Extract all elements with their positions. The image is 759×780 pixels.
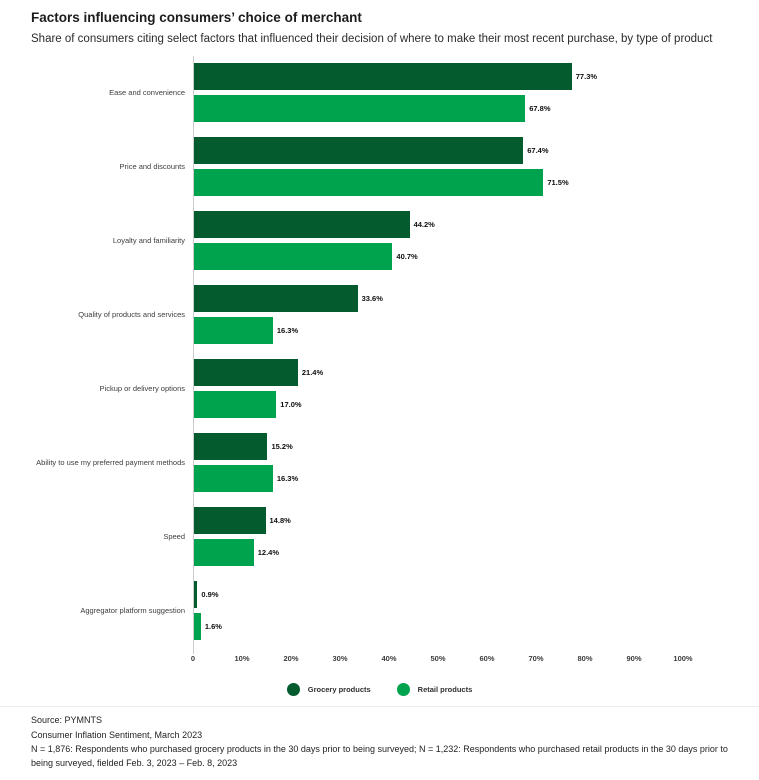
category-label: Ability to use my preferred payment methods bbox=[36, 458, 185, 468]
bar-pair bbox=[193, 507, 683, 566]
x-tick-label: 30% bbox=[332, 654, 348, 664]
value-label: 71.5% bbox=[547, 178, 569, 188]
bar-retail bbox=[193, 243, 392, 270]
category-group bbox=[0, 574, 759, 648]
bar-grocery bbox=[193, 137, 523, 164]
x-tick-label: 0 bbox=[190, 654, 196, 664]
bar-pair bbox=[193, 581, 683, 640]
bar-pair bbox=[193, 211, 683, 270]
bar-row bbox=[193, 433, 683, 460]
bar-retail bbox=[193, 539, 254, 566]
bar-retail bbox=[193, 465, 273, 492]
chart-header bbox=[0, 0, 759, 48]
category-group bbox=[0, 204, 759, 278]
value-label: 0.9% bbox=[201, 590, 219, 600]
value-label: 12.4% bbox=[257, 548, 280, 558]
legend-dot-icon bbox=[397, 683, 410, 696]
bar-grocery bbox=[193, 507, 266, 534]
bar-chart bbox=[0, 56, 759, 697]
value-label: 21.4% bbox=[301, 368, 324, 378]
x-axis bbox=[0, 652, 759, 666]
bar-row bbox=[193, 243, 683, 270]
legend bbox=[0, 681, 759, 697]
value-label: 17.0% bbox=[280, 400, 302, 410]
bar-grocery bbox=[193, 285, 358, 312]
axis-spacer bbox=[0, 652, 196, 666]
category-group bbox=[0, 278, 759, 352]
bar-row bbox=[193, 63, 683, 90]
bar-row bbox=[193, 169, 683, 196]
bar-row bbox=[193, 359, 683, 386]
bar-row bbox=[193, 211, 683, 238]
bar-row bbox=[193, 285, 683, 312]
bar-row bbox=[193, 137, 683, 164]
legend-label: Grocery products bbox=[307, 684, 371, 694]
plot-area bbox=[0, 56, 759, 648]
bar-grocery bbox=[193, 433, 267, 460]
footer-note: N = 1,876: Respondents who purchased grocery products in the 30 days prior to being surveyed; N = 1,232: Respondents who purchased retail products in the 30 days prior to being surveyed, fielded Feb. 3, 2023 – Feb. 8, 2023 bbox=[31, 744, 728, 769]
category-label: Pickup or delivery options bbox=[99, 384, 185, 394]
category-label: Ease and convenience bbox=[109, 88, 185, 98]
bar-pair bbox=[193, 63, 683, 122]
bar-retail bbox=[193, 95, 525, 122]
x-tick-label: 40% bbox=[381, 654, 397, 664]
bar-row bbox=[193, 613, 683, 640]
bar-row bbox=[193, 391, 683, 418]
bar-grocery bbox=[193, 63, 572, 90]
chart-subtitle: Share of consumers citing select factors that influenced their decision of where to make their most recent purchase, by type of product bbox=[31, 33, 713, 45]
footer-publication: Consumer Inflation Sentiment, March 2023 bbox=[31, 729, 203, 740]
value-label: 16.3% bbox=[276, 474, 299, 484]
category-label: Price and discounts bbox=[119, 162, 185, 172]
bar-row bbox=[193, 95, 683, 122]
bar-pair bbox=[193, 137, 683, 196]
bar-retail bbox=[193, 317, 273, 344]
x-tick-label: 10% bbox=[234, 654, 250, 664]
bar-pair bbox=[193, 285, 683, 344]
value-label: 14.8% bbox=[269, 516, 291, 526]
x-tick-label: 20% bbox=[283, 654, 299, 664]
x-tick-label: 100% bbox=[673, 654, 693, 664]
x-tick-label: 70% bbox=[528, 654, 544, 664]
bar-pair bbox=[193, 359, 683, 418]
bar-row bbox=[193, 507, 683, 534]
category-group bbox=[0, 56, 759, 130]
bar-row bbox=[193, 317, 683, 344]
bar-retail bbox=[193, 169, 543, 196]
value-label: 44.2% bbox=[413, 220, 435, 230]
bar-row bbox=[193, 465, 683, 492]
bar-row bbox=[193, 539, 683, 566]
bar-retail bbox=[193, 613, 201, 640]
value-label: 77.3% bbox=[575, 72, 598, 82]
x-tick-label: 90% bbox=[626, 654, 642, 664]
value-label: 67.4% bbox=[527, 146, 549, 156]
category-group bbox=[0, 500, 759, 574]
y-axis-line bbox=[193, 56, 194, 654]
legend-item-retail bbox=[397, 683, 473, 696]
footer bbox=[0, 706, 759, 771]
bar-grocery bbox=[193, 359, 298, 386]
legend-dot-icon bbox=[287, 683, 300, 696]
bar-retail bbox=[193, 391, 276, 418]
category-label: Quality of products and services bbox=[78, 310, 185, 320]
value-label: 16.3% bbox=[276, 326, 299, 336]
legend-label: Retail products bbox=[417, 684, 473, 694]
chart-title: Factors influencing consumers’ choice of merchant bbox=[31, 10, 362, 25]
value-label: 33.6% bbox=[361, 294, 383, 304]
category-label: Speed bbox=[163, 532, 185, 542]
footer-source: Source: PYMNTS bbox=[31, 715, 103, 726]
x-axis-ticks bbox=[190, 652, 693, 666]
bar-grocery bbox=[193, 211, 410, 238]
category-group bbox=[0, 352, 759, 426]
bar-row bbox=[193, 581, 683, 608]
category-label: Loyalty and familiarity bbox=[112, 236, 185, 246]
value-label: 40.7% bbox=[396, 252, 418, 262]
category-label: Aggregator platform suggestion bbox=[80, 606, 185, 616]
x-tick-label: 50% bbox=[430, 654, 446, 664]
category-group bbox=[0, 426, 759, 500]
bar-pair bbox=[193, 433, 683, 492]
x-tick-label: 80% bbox=[577, 654, 593, 664]
legend-item-grocery bbox=[287, 683, 371, 696]
value-label: 67.8% bbox=[529, 104, 551, 114]
category-group bbox=[0, 130, 759, 204]
value-label: 1.6% bbox=[204, 622, 222, 632]
value-label: 15.2% bbox=[271, 442, 293, 452]
x-tick-label: 60% bbox=[479, 654, 495, 664]
